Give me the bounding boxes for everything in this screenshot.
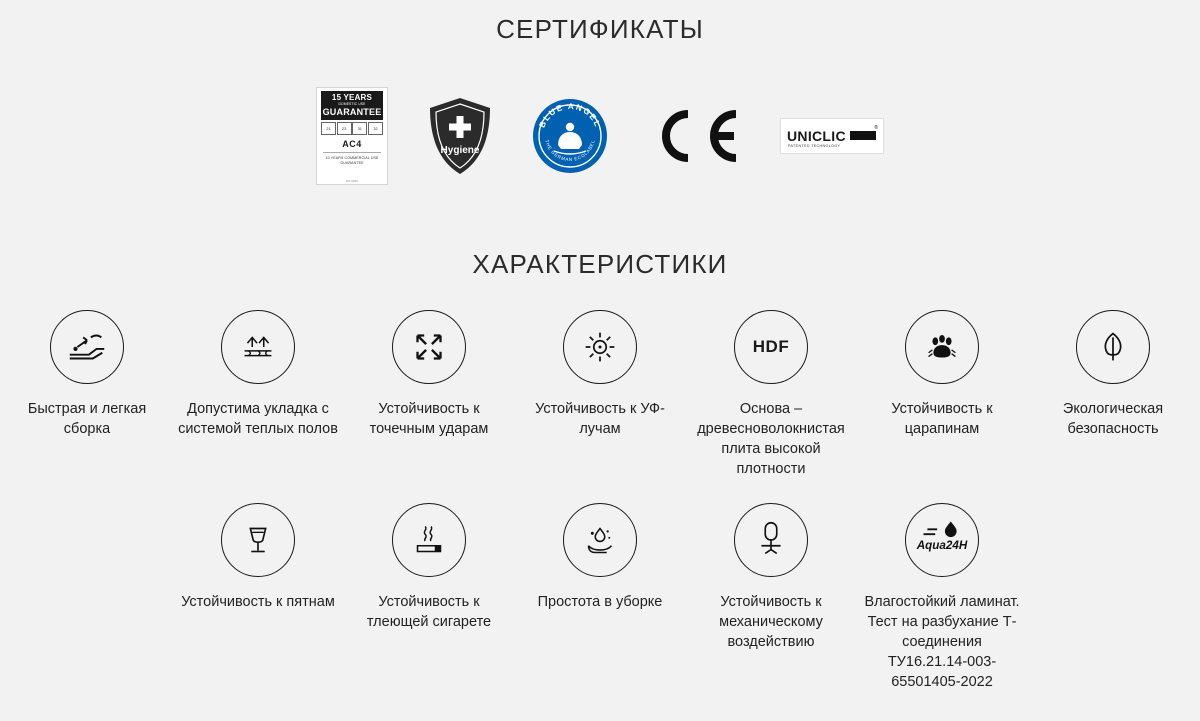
guarantee-code: EN 13329	[346, 180, 358, 183]
feature-scratch-resistance	[857, 310, 1028, 439]
feature-mechanical-resistance	[686, 503, 857, 652]
svg-text:Aqua24H: Aqua24H	[916, 538, 968, 552]
feature-underfloor-heating	[173, 310, 344, 439]
feature-label: Основа – древесноволокнистая плита высокой плотности	[697, 401, 845, 477]
guarantee-divider	[323, 152, 381, 153]
feature-label: Устойчивость к УФ-лучам	[535, 401, 665, 437]
feature-label: Экологическая безопасность	[1062, 401, 1164, 437]
guarantee-class: AC4	[342, 139, 362, 149]
easy-cleaning-icon	[563, 503, 637, 577]
guarantee-class-grid	[321, 122, 383, 135]
hdf-text: HDF	[752, 337, 790, 356]
feature-label: Устойчивость к царапинам	[891, 401, 993, 437]
feature-stain-resistance	[173, 503, 344, 612]
guarantee-header	[321, 91, 383, 120]
feature-label: Устойчивость к механическому воздействию	[719, 594, 823, 650]
certificate-guarantee-badge	[316, 87, 388, 185]
feature-label: Быстрая и легкая сборка	[27, 401, 147, 437]
feature-label: Устойчивость к тлеющей сигарете	[366, 594, 492, 630]
features-title: ХАРАКТЕРИСТИКИ	[472, 249, 728, 279]
uniclic-label: UNICLIC	[787, 128, 846, 144]
uniclic-bar-icon	[850, 131, 876, 140]
underfloor-heating-icon	[221, 310, 295, 384]
features-section	[0, 310, 1200, 692]
certificates-title: СЕРТИФИКАТЫ	[496, 14, 704, 44]
feature-label: Устойчивость к точечным ударам	[369, 401, 489, 437]
guarantee-class-cell: 32	[368, 122, 383, 135]
guarantee-sub: DOMESTIC USE	[338, 102, 366, 106]
guarantee-class-cell: 21	[321, 122, 336, 135]
guarantee-commercial: 10 YEARS COMMERCIAL USE GUARANTEE	[325, 156, 379, 165]
point-impact-icon	[392, 310, 466, 384]
easy-assembly-icon	[50, 310, 124, 384]
guarantee-class-cell: 23	[337, 122, 352, 135]
svg-text:THE GERMAN ECOLABEL: THE GERMAN ECOLABEL	[544, 139, 596, 163]
mechanical-resistance-icon	[734, 503, 808, 577]
certificate-blue-angel	[532, 98, 608, 174]
eco-safety-icon	[1076, 310, 1150, 384]
feature-eco-safety	[1028, 310, 1199, 439]
certificate-uniclic	[780, 118, 884, 154]
feature-uv-resistance	[515, 310, 686, 439]
features-row-1	[0, 310, 1200, 479]
feature-easy-assembly	[2, 310, 173, 439]
feature-label: Простота в уборке	[537, 594, 663, 610]
certificate-hygiene-shield	[426, 96, 494, 176]
certificate-ce-mark	[646, 108, 742, 164]
feature-aqua24h	[857, 503, 1028, 692]
scratch-resistance-icon	[905, 310, 979, 384]
feature-point-impact	[344, 310, 515, 439]
features-row-2	[0, 503, 1200, 692]
svg-text:Hygiene: Hygiene	[440, 145, 480, 156]
svg-text:BLUE ANGEL: BLUE ANGEL	[537, 101, 603, 130]
uniclic-trademark-icon: ®	[874, 125, 878, 131]
feature-hdf-core	[686, 310, 857, 479]
uniclic-sub: PATENTED TECHNOLOGY	[788, 144, 841, 148]
feature-label: Устойчивость к пятнам	[181, 594, 335, 610]
cigarette-resistance-icon	[392, 503, 466, 577]
uv-resistance-icon	[563, 310, 637, 384]
feature-label: Влагостойкий ламинат. Тест на разбухание Т-соединения ТУ16.21.14-003-65501405-2022	[864, 594, 1020, 690]
feature-cigarette-resistance	[344, 503, 515, 632]
guarantee-class-cell: 31	[352, 122, 367, 135]
guarantee-years: 15 YEARS	[331, 93, 373, 102]
certificates-row	[0, 81, 1200, 191]
stain-resistance-icon	[221, 503, 295, 577]
guarantee-word: GUARANTEE	[322, 107, 382, 117]
aqua24h-icon	[905, 503, 979, 577]
hdf-core-icon	[734, 310, 808, 384]
feature-label: Допустима укладка с системой теплых полов	[178, 401, 338, 437]
feature-easy-cleaning	[515, 503, 686, 612]
